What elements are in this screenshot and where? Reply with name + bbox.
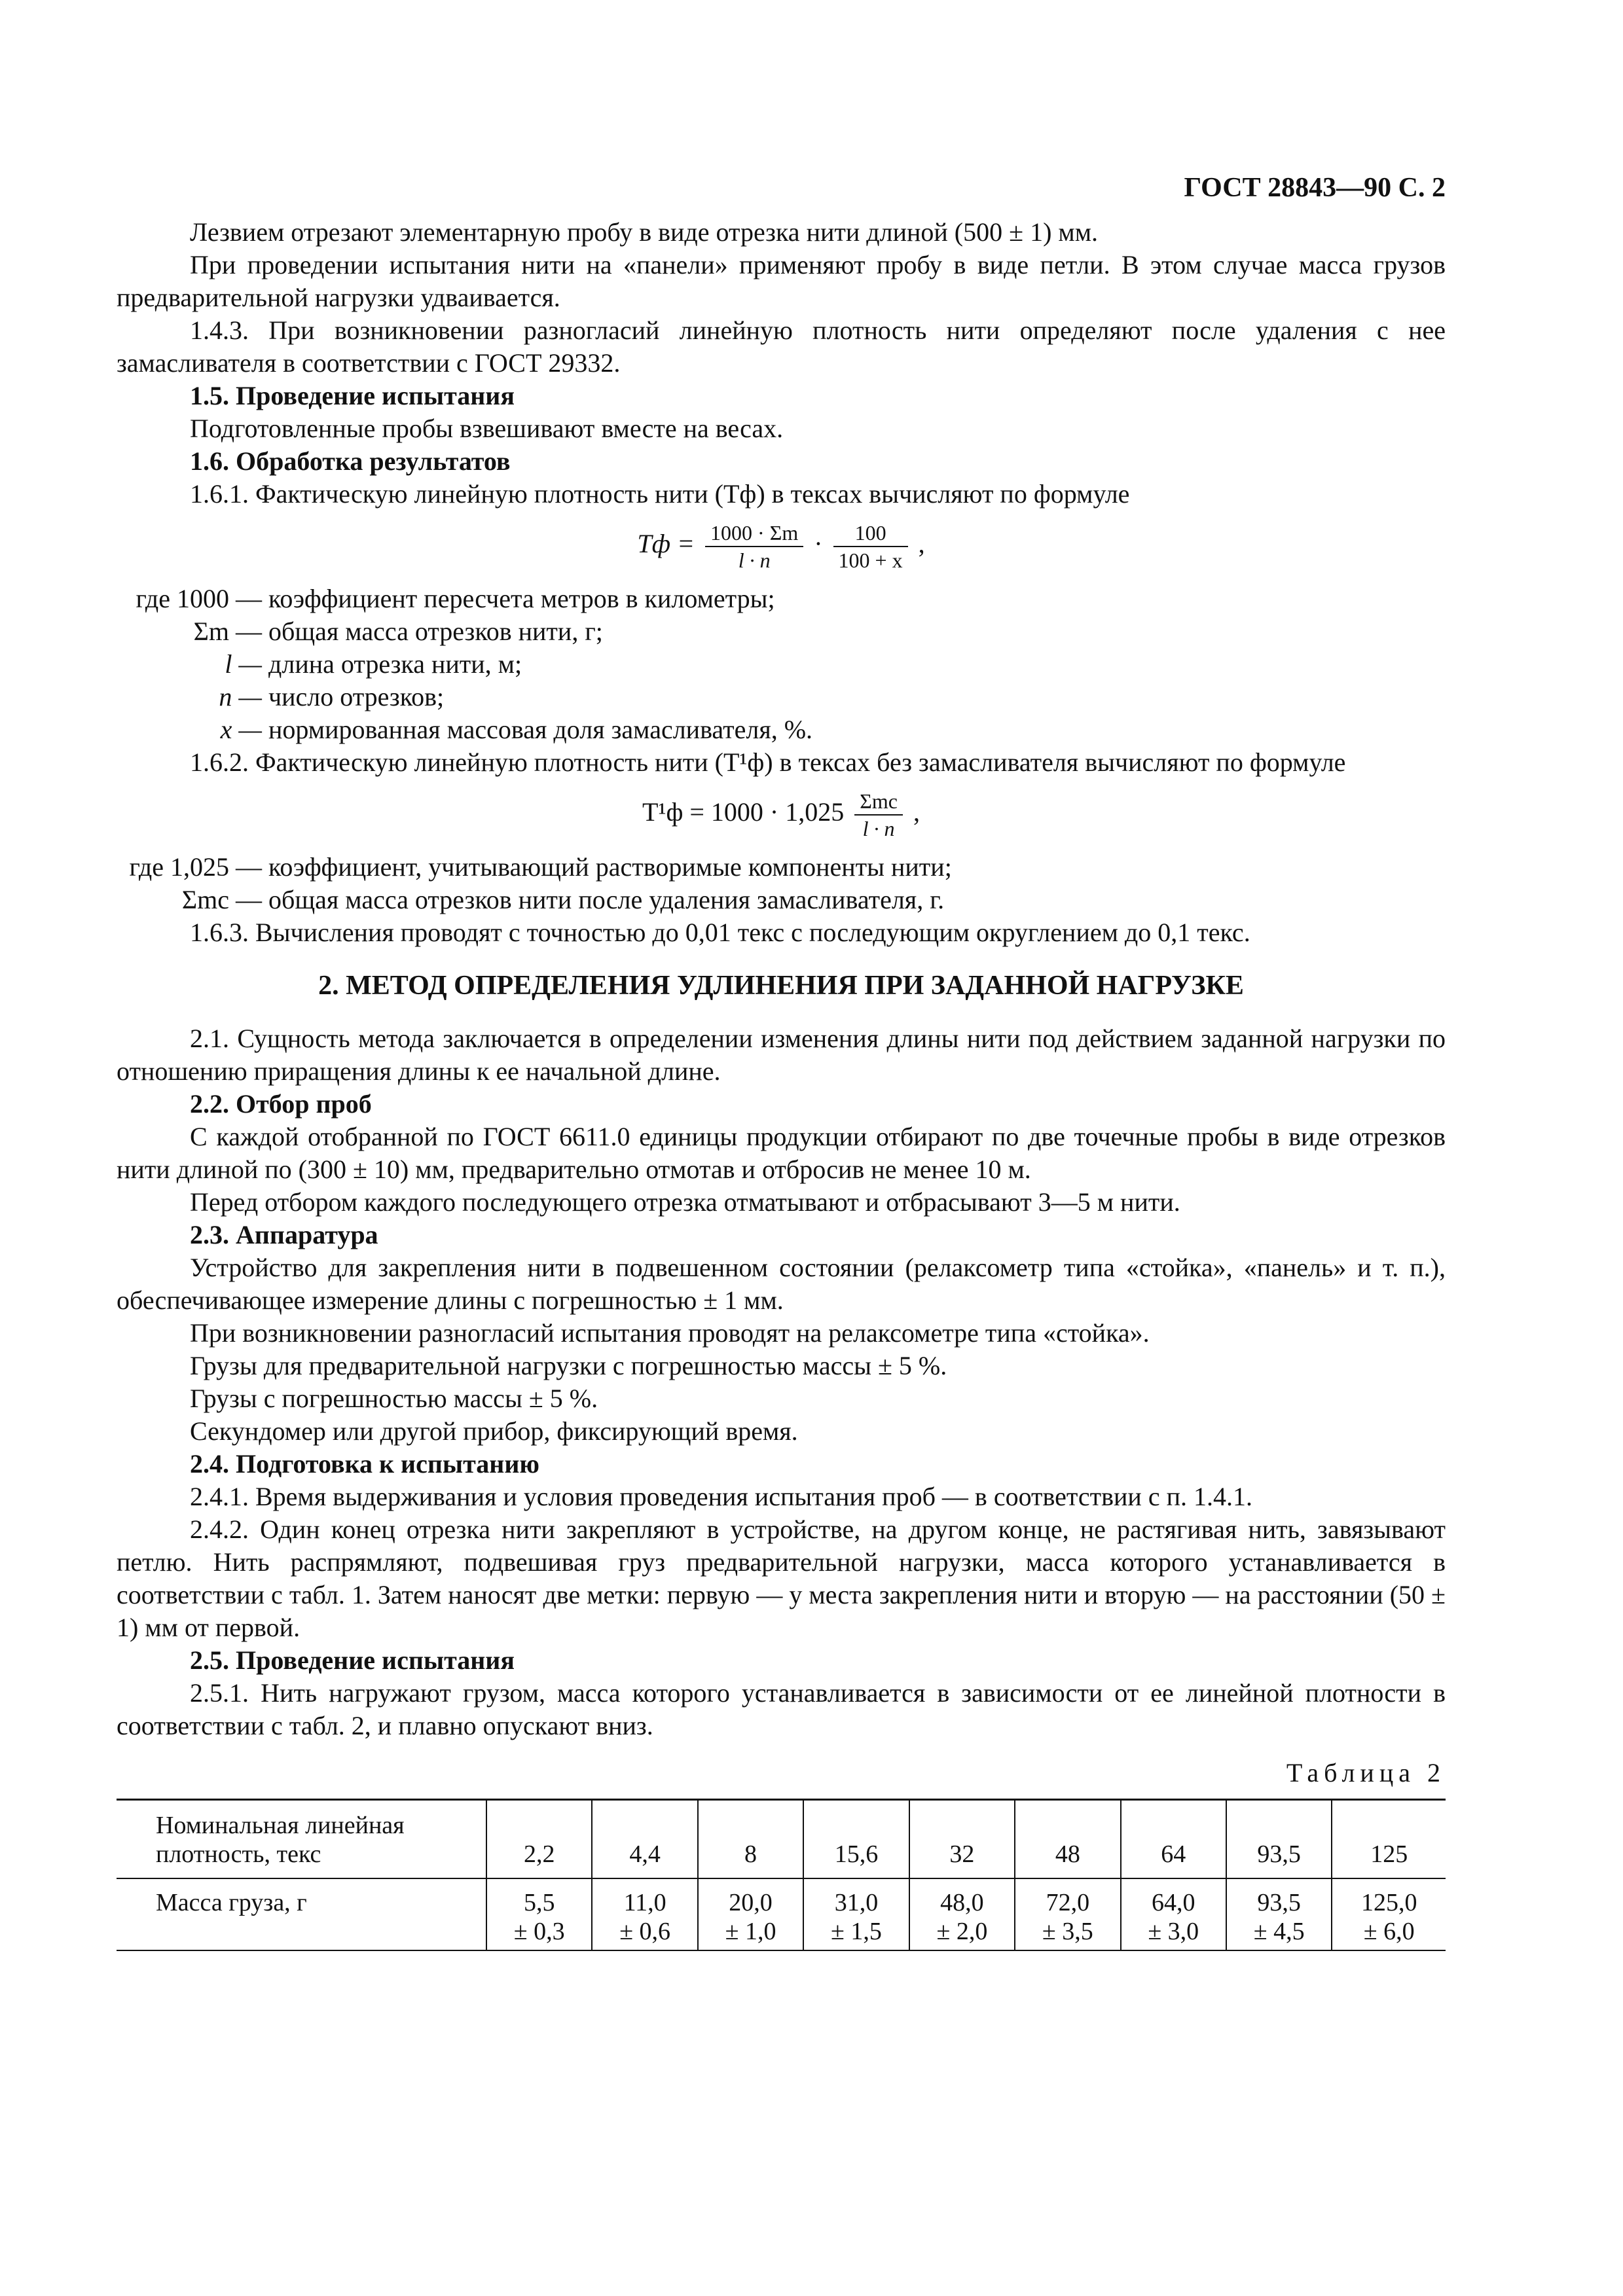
legend-symbol: x —	[220, 715, 262, 744]
fraction	[854, 788, 903, 842]
section-heading: 2.2. Отбор проб	[190, 1089, 372, 1119]
cell-value: 20,0	[729, 1889, 773, 1916]
table-cell	[803, 1878, 909, 1950]
cell-tolerance: ± 3,5	[1042, 1918, 1093, 1945]
section-heading: 1.5. Проведение испытания	[190, 381, 515, 410]
paragraph: 2.4.1. Время выдерживания и условия проведения испытания проб — в соответствии с п. 1.4.1.	[190, 1482, 1252, 1511]
paragraph: При возникновении разногласий испытания проводят на релаксометре типа «стойка».	[190, 1318, 1150, 1348]
section-heading: 2.3. Аппаратура	[190, 1220, 378, 1249]
table-cell: 4,4	[592, 1800, 697, 1879]
paragraph: 1.6.2. Фактическую линейную плотность нити (T¹ф) в тексах без замасливателя вычисляют по формуле	[190, 747, 1346, 777]
section-heading: 1.6. Обработка результатов	[190, 446, 511, 476]
cell-value: 64,0	[1151, 1889, 1195, 1916]
legend-item	[117, 648, 1446, 681]
table-row	[117, 1878, 1446, 1950]
section-heading: 2.5. Проведение испытания	[190, 1645, 515, 1675]
table-row-header: Номинальная линейная плотность, текс	[117, 1800, 486, 1879]
fraction	[705, 520, 803, 573]
fraction-numerator: 100	[833, 520, 908, 547]
cell-tolerance: ± 1,5	[831, 1918, 882, 1945]
table-label: Таблица 2	[1286, 1758, 1446, 1787]
table-row-header: Масса груза, г	[117, 1878, 486, 1950]
cell-value: 11,0	[623, 1889, 666, 1916]
formula-lhs: T¹ф = 1000 · 1,025	[642, 797, 845, 827]
cell-tolerance: ± 3,0	[1148, 1918, 1199, 1945]
table-cell: 48	[1015, 1800, 1120, 1879]
paragraph: 2.5.1. Нить нагружают грузом, масса которого устанавливается в зависимости от ее линейной плотности в соответствии с табл. 2, и плавно опускают вниз.	[117, 1678, 1446, 1740]
table-cell	[1121, 1878, 1226, 1950]
cell-tolerance: ± 0,3	[513, 1918, 565, 1945]
table-2	[117, 1799, 1446, 1951]
legend-item	[117, 884, 1446, 916]
legend-text: коэффициент пересчета метров в километры;	[268, 584, 775, 613]
formula-lhs: Тф =	[637, 529, 695, 559]
legend-symbol: n —	[219, 682, 262, 711]
legend-symbol: где 1,025 —	[129, 852, 262, 882]
section-title: 2. МЕТОД ОПРЕДЕЛЕНИЯ УДЛИНЕНИЯ ПРИ ЗАДАННОЙ НАГРУЗКЕ	[318, 971, 1244, 1001]
fraction-denominator: l · n	[738, 548, 771, 572]
table-cell: 64	[1121, 1800, 1226, 1879]
legend-text: общая масса отрезков нити, г;	[268, 617, 603, 646]
cell-tolerance: ± 4,5	[1253, 1918, 1305, 1945]
legend-text: общая масса отрезков нити после удаления замасливателя, г.	[268, 885, 945, 914]
table-cell: 8	[698, 1800, 803, 1879]
table-cell	[698, 1878, 803, 1950]
paragraph: Секундомер или другой прибор, фиксирующий время.	[190, 1416, 798, 1446]
formula-tail: ,	[913, 797, 920, 827]
paragraph: С каждой отобранной по ГОСТ 6611.0 единицы продукции отбирают по две точечные пробы в виде отрезков нити длиной по (300 ± 10) мм, предварительно отмотав и отбросив не менее 10 м.	[117, 1122, 1446, 1184]
table-cell	[486, 1878, 592, 1950]
table-row	[117, 1800, 1446, 1879]
cell-value: 93,5	[1257, 1889, 1301, 1916]
cell-value: 48,0	[940, 1889, 984, 1916]
page-header: ГОСТ 28843—90 С. 2	[1184, 173, 1446, 203]
legend-item	[117, 713, 1446, 746]
paragraph: 2.4.2. Один конец отрезка нити закрепляют в устройстве, на другом конце, не растягивая нить, завязывают петлю. Нить распрямляют, подвешивая груз предварительной нагрузки, масса которого устанавливается в соответствии с табл. 1. Затем наносят две метки: первую — у места закрепления нити и вторую — на расстоянии (50 ± 1) мм от первой.	[117, 1515, 1446, 1642]
paragraph: 2.1. Сущность метода заключается в определении изменения длины нити под действием заданной нагрузки по отношению приращения длины к ее начальной длине.	[117, 1024, 1446, 1086]
table-cell: 2,2	[486, 1800, 592, 1879]
paragraph: 1.4.3. При возникновении разногласий линейную плотность нити определяют после удаления с нее замасливателя в соответствии с ГОСТ 29332.	[117, 315, 1446, 378]
table-cell: 93,5	[1226, 1800, 1332, 1879]
legend-text: число отрезков;	[268, 682, 445, 711]
document-body	[117, 216, 1446, 1951]
legend-item	[117, 583, 1446, 615]
table-cell	[1015, 1878, 1120, 1950]
legend-item	[117, 851, 1446, 884]
cell-tolerance: ± 1,0	[725, 1918, 776, 1945]
paragraph: Перед отбором каждого последующего отрезка отматывают и отбрасывают 3—5 м нити.	[190, 1187, 1180, 1217]
cell-value: 5,5	[523, 1889, 555, 1916]
legend-symbol: l —	[225, 649, 262, 679]
fraction	[833, 520, 908, 573]
cell-value: 31,0	[834, 1889, 879, 1916]
paragraph: Устройство для закрепления нити в подвешенном состоянии (релаксометр типа «стойка», «панель» и т. п.), обеспечивающее измерение длины с погрешностью ± 1 мм.	[117, 1253, 1446, 1315]
legend-list-2	[117, 851, 1446, 916]
cell-tolerance: ± 2,0	[936, 1918, 988, 1945]
fraction-numerator: 1000 · Σm	[705, 520, 803, 547]
cell-tolerance: ± 6,0	[1363, 1918, 1415, 1945]
table-cell	[592, 1878, 697, 1950]
fraction-denominator: 100 + x	[838, 548, 903, 572]
formula-2	[117, 788, 1446, 842]
paragraph: 1.6.3. Вычисления проводят с точностью до 0,01 текс с последующим округлением до 0,1 текс.	[190, 918, 1250, 947]
table-cell: 32	[909, 1800, 1015, 1879]
legend-item	[117, 615, 1446, 648]
paragraph: Грузы для предварительной нагрузки с погрешностью массы ± 5 %.	[190, 1351, 947, 1380]
table-cell: 125	[1332, 1800, 1446, 1879]
paragraph: Грузы с погрешностью массы ± 5 %.	[190, 1384, 598, 1413]
paragraph: Подготовленные пробы взвешивают вместе на весах.	[190, 414, 784, 443]
fraction-numerator: Σmc	[854, 788, 903, 816]
paragraph: 1.6.1. Фактическую линейную плотность нити (Тф) в тексах вычисляют по формуле	[190, 479, 1130, 509]
multiply-sign: ·	[814, 529, 823, 559]
paragraph: Лезвием отрезают элементарную пробу в виде отрезка нити длиной (500 ± 1) мм.	[190, 217, 1099, 247]
cell-value: 125,0	[1360, 1889, 1417, 1916]
legend-symbol: Σmc —	[181, 885, 262, 914]
legend-list-1	[117, 583, 1446, 746]
legend-text: длина отрезка нити, м;	[268, 649, 522, 679]
table-cell	[909, 1878, 1015, 1950]
table-cell	[1332, 1878, 1446, 1950]
table-cell	[1226, 1878, 1332, 1950]
cell-tolerance: ± 0,6	[619, 1918, 671, 1945]
formula-tail: ,	[918, 529, 925, 559]
legend-symbol: Σm —	[193, 617, 262, 646]
paragraph: При проведении испытания нити на «панели» применяют пробу в виде петли. В этом случае масса грузов предварительной нагрузки удваивается.	[117, 250, 1446, 312]
legend-item	[117, 681, 1446, 713]
legend-text: нормированная массовая доля замасливателя, %.	[268, 715, 813, 744]
table-cell: 15,6	[803, 1800, 909, 1879]
legend-text: коэффициент, учитывающий растворимые компоненты нити;	[268, 852, 952, 882]
fraction-denominator: l · n	[862, 817, 895, 840]
cell-value: 72,0	[1046, 1889, 1090, 1916]
legend-symbol: где 1000 —	[136, 584, 262, 613]
section-heading: 2.4. Подготовка к испытанию	[190, 1449, 539, 1479]
formula-1	[117, 520, 1446, 573]
